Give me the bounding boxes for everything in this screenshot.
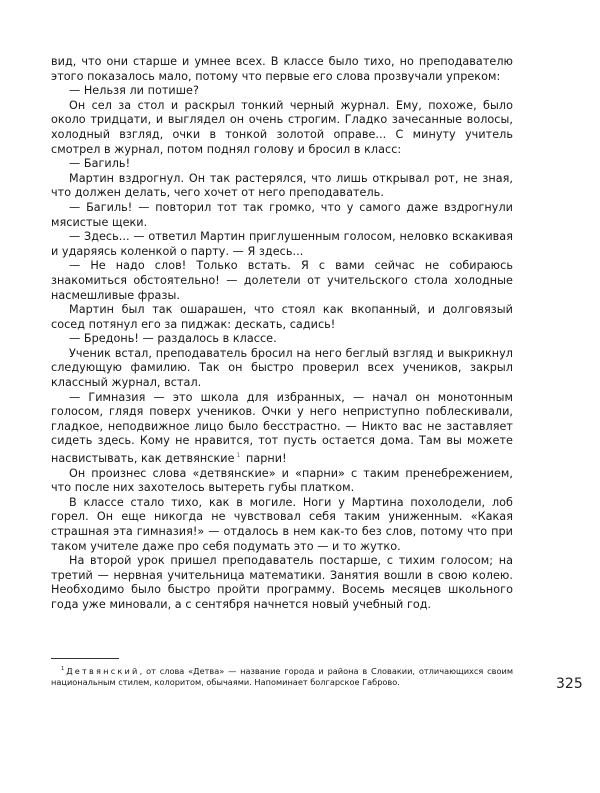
paragraph: — Багиль! — повторил тот так громко, что у самого даже вздрогнули мясистые щеки. bbox=[51, 200, 513, 229]
footnote-body: , от слова «Детва» — название города и района в Словакии, отличающихся своим национальным стилем, колоритом, обычаями. Напоминает болгарское Габрово. bbox=[51, 666, 513, 687]
footnote-text bbox=[51, 664, 513, 688]
paragraph: Он произнес слова «детвянские» и «парни» с таким пренебрежением, что после них захотелось вытереть губы платком. bbox=[51, 466, 513, 495]
page-number: 325 bbox=[556, 676, 583, 692]
paragraph: — Багиль! bbox=[69, 157, 131, 171]
paragraph: — Здесь... — ответил Мартин приглушенным голосом, неловко вскакивая и ударяясь коленкой о парту. — Я здесь... bbox=[51, 230, 513, 258]
paragraph: — Нельзя ли потише? bbox=[69, 84, 199, 98]
footnote-mark: 1 bbox=[61, 666, 65, 672]
paragraph: Ученик встал, преподаватель бросил на него беглый взгляд и выкрикнул следующую фамилию. Так он быстро проверил всех учеников, закрыл классный журнал, встал. bbox=[51, 346, 513, 390]
paragraph-text-continued: парни! bbox=[242, 452, 287, 466]
paragraph: вид, что они старше и умнее всех. В классе было тихо, но преподавателю этого показалось мало, потому что первые его слова прозвучали упреком: bbox=[51, 55, 513, 83]
paragraph: В классе стало тихо, как в могиле. Ноги у Мартина похолодели, лоб горел. Он еще никогда не чувствовал себя таким униженным. «Какая страшная эта гимназия!» — отдалось в нем как-то без слов, потому что при таком учителе даже про себя подумать это — и то жутко. bbox=[51, 495, 513, 553]
paragraph: Мартин вздрогнул. Он так растерялся, что лишь открывал рот, не зная, что должен делать, чего хочет от него преподаватель. bbox=[51, 171, 513, 200]
footnote bbox=[51, 664, 513, 688]
page-body bbox=[51, 55, 513, 613]
paragraph: — Не надо слов! Только встать. Я с вами сейчас не собираюсь знакомиться обстоятельно! — долетели от учительского стола холодные насмешливые фразы. bbox=[51, 259, 513, 302]
paragraph: На второй урок пришел преподаватель постарше, с тихим голосом; на третий — нервная учительница математики. Занятия вошли в свою колею. Необходимо было быстро пройти программу. Восемь месяцев школьного года уже миновали, а с сентября начнется новый учебный год. bbox=[51, 554, 513, 611]
paragraph: Мартин был так ошарашен, что стоял как вкопанный, и долговязый сосед потянул его за пиджак: дескать, садись! bbox=[51, 303, 513, 331]
paragraph: — Бредонь! — раздалось в классе. bbox=[69, 332, 277, 346]
footnote-divider bbox=[51, 658, 119, 659]
footnote-reference[interactable]: 1 bbox=[236, 452, 241, 460]
paragraph-text: — Гимназия — это школа для избранных, — начал он монотонным голосом, глядя поверх учеников. Очки у него неприступно поблескивали, гладкое, неподвижное лицо было бесстрастно. — Никто вас не заставляет сидеть здесь. Кому не нравится, тот пусть остается дома. Там вы можете насвистывать, как детвянские bbox=[51, 390, 513, 466]
paragraph-with-footnote bbox=[51, 391, 513, 467]
footnote-term: Детвянский bbox=[66, 666, 140, 676]
paragraph: Он сел за стол и раскрыл тонкий черный журнал. Ему, похоже, было около тридцати, и выглядел он очень строгим. Гладко зачесанные волосы, холодный взгляд, очки в тонкой золотой оправе... С минуту учитель смотрел в журнал, потом поднял голову и бросил в класс: bbox=[51, 98, 513, 156]
